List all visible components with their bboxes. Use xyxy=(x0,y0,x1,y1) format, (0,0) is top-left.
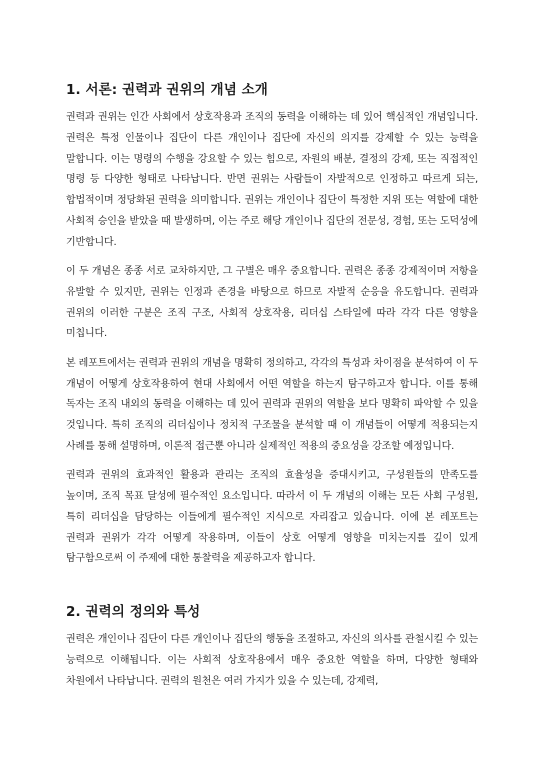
section-1-body xyxy=(66,108,478,570)
section-1-paragraph-1: 권력과 권위는 인간 사회에서 상호작용과 조직의 동력을 이해하는 데 있어 핵심적인 개념입니다. 권력은 특정 인물이나 집단이 다른 개인이나 집단에 자신의 의지를 강제할 수 있는 능력을 말합니다. 이는 명령의 수행을 강요할 수 있는 힘으로, 자원의 배분, 결정의 강제, 또는 직접적인 명령 등 다양한 형태로 나타납니다. 반면 권위는 사람들이 자발적으로 인정하고 따르게 되는, 합법적이며 정당화된 권력을 의미합니다. 권위는 개인이나 집단이 특정한 지위 또는 역할에 대한 사회적 승인을 받았을 때 발생하며, 이는 주로 해당 개인이나 집단의 전문성, 경험, 또는 도덕성에 기반합니다. xyxy=(66,112,478,248)
section-1-heading: 1. 서론: 권력과 권위의 개념 소개 xyxy=(66,82,268,98)
section-1-paragraph-3: 본 레포트에서는 권력과 권위의 개념을 명확히 정의하고, 각각의 특성과 차이점을 분석하여 이 두 개념이 어떻게 상호작용하여 현대 사회에서 어떤 역할을 하는지 탐구하고자 합니다. 이를 통해 독자는 조직 내외의 동력을 이해하는 데 있어 권력과 권위의 역할을 보다 명확히 파악할 수 있을 것입니다. 특히 조직의 리더십이나 정치적 구조물을 분석할 때 이 개념들이 어떻게 적용되는지 사례를 통해 설명하며, 이론적 접근뿐 아니라 실제적인 적용의 중요성을 강조할 예정입니다. xyxy=(66,357,478,452)
section-2-paragraph-1: 권력은 개인이나 집단이 다른 개인이나 집단의 행동을 조절하고, 자신의 의사를 관철시킬 수 있는 능력으로 이해됩니다. 이는 사회적 상호작용에서 매우 중요한 역할을 하며, 다양한 형태와 차원에서 나타납니다. 권력의 원천은 여러 가지가 있을 수 있는데, 강제력, xyxy=(66,634,478,687)
section-2-body xyxy=(66,630,478,692)
section-1-paragraph-4: 권력과 권위의 효과적인 활용과 관리는 조직의 효율성을 증대시키고, 구성원들의 만족도를 높이며, 조직 목표 달성에 필수적인 요소입니다. 따라서 이 두 개념의 이해는 모든 사회 구성원, 특히 리더십을 담당하는 이들에게 필수적인 지식으로 자리잡고 있습니다. 이에 본 레포트는 권력과 권위가 각각 어떻게 작용하며, 이들이 상호 어떻게 영향을 미치는지를 깊이 있게 탐구함으로써 이 주제에 대한 통찰력을 제공하고자 합니다. xyxy=(66,470,478,565)
section-2-heading: 2. 권력의 정의와 특성 xyxy=(66,604,201,620)
section-1-paragraph-2: 이 두 개념은 종종 서로 교차하지만, 그 구별은 매우 중요합니다. 권력은 종종 강제적이며 저항을 유발할 수 있지만, 권위는 인정과 존경을 바탕으로 하므로 자발적 순응을 유도합니다. 권력과 권위의 이러한 구분은 조직 구조, 사회적 상호작용, 리더십 스타일에 따라 각각 다른 영향을 미칩니다. xyxy=(66,266,478,340)
